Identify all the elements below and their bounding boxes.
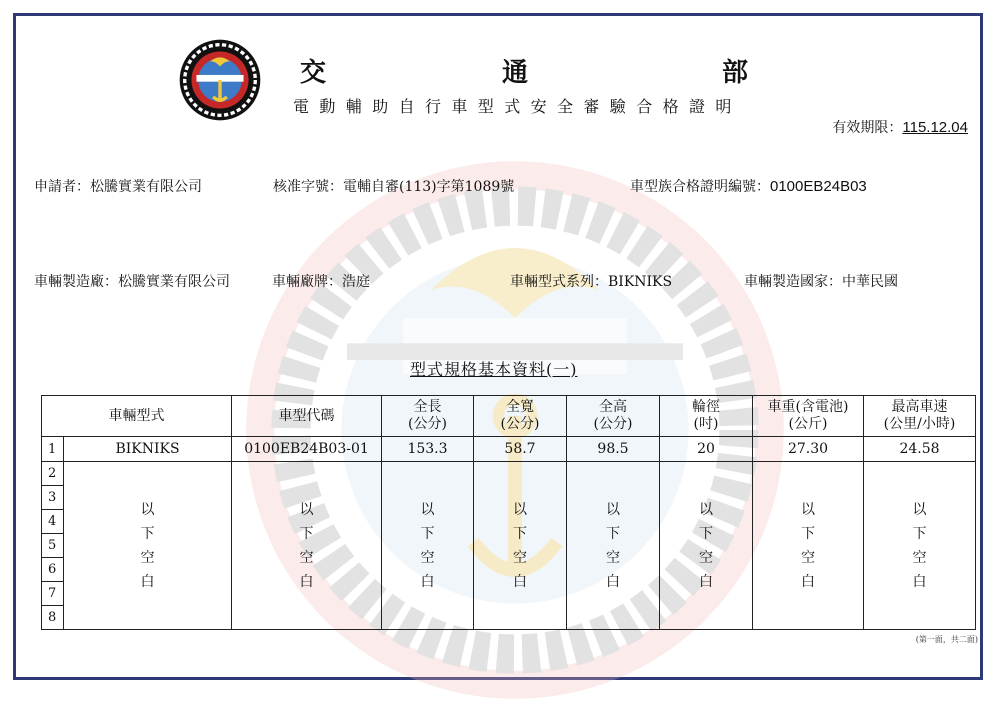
blank-filler: 以 下 空 白 xyxy=(660,462,753,630)
row-index: 8 xyxy=(42,606,64,630)
country-field xyxy=(744,272,898,292)
blank-filler: 以 下 空 白 xyxy=(64,462,232,630)
org-name-char-3: 部 xyxy=(722,58,749,88)
org-name-char-1: 交 xyxy=(300,58,327,88)
cell-height: 98.5 xyxy=(567,437,660,462)
cell-weight: 27.30 xyxy=(753,437,864,462)
cell-wheel: 20 xyxy=(660,437,753,462)
approval-label: 核准字號： xyxy=(273,179,343,195)
col-header-wheel: 輪徑 (吋) xyxy=(660,396,753,437)
cell-length: 153.3 xyxy=(382,437,474,462)
section-title: 型式規格基本資料(一) xyxy=(410,360,578,379)
blank-filler: 以 下 空 白 xyxy=(474,462,567,630)
applicant-field xyxy=(34,177,202,197)
series-field xyxy=(510,272,672,292)
blank-filler: 以 下 空 白 xyxy=(232,462,382,630)
brand-label: 車輛廠牌： xyxy=(272,274,342,290)
blank-filler: 以 下 空 白 xyxy=(864,462,976,630)
row-index: 2 xyxy=(42,462,64,486)
ministry-logo xyxy=(178,38,262,122)
col-header-length: 全長 (公分) xyxy=(382,396,474,437)
blank-filler: 以 下 空 白 xyxy=(567,462,660,630)
family-label: 車型族合格證明編號： xyxy=(630,179,770,195)
col-header-height: 全高 (公分) xyxy=(567,396,660,437)
series-value: BIKNIKS xyxy=(608,274,673,290)
maker-field xyxy=(34,272,254,292)
maker-label: 車輛製造廠： xyxy=(34,274,118,290)
col-header-speed: 最高車速 (公里/小時) xyxy=(864,396,976,437)
row-index: 5 xyxy=(42,534,64,558)
applicant-label: 申請者： xyxy=(34,179,90,195)
spec-table xyxy=(41,395,976,630)
table-header-row xyxy=(42,396,976,437)
approval-number-field xyxy=(273,177,514,197)
validity-value: 115.12.04 xyxy=(902,119,968,136)
approval-value: 電輔自審(113)字第1089號 xyxy=(343,179,515,195)
row-index: 7 xyxy=(42,582,64,606)
cell-width: 58.7 xyxy=(474,437,567,462)
certificate-title: 電動輔助自行車型式安全審驗合格證明 xyxy=(293,97,742,116)
series-label: 車輛型式系列： xyxy=(510,274,608,290)
cell-code: 0100EB24B03-01 xyxy=(232,437,382,462)
brand-value: 浩庭 xyxy=(342,274,370,290)
row-index: 3 xyxy=(42,486,64,510)
col-header-model: 車輛型式 xyxy=(42,396,232,437)
page-note: (第一面，共二面) xyxy=(915,635,978,644)
row-index: 6 xyxy=(42,558,64,582)
row-index: 4 xyxy=(42,510,64,534)
blank-filler: 以 下 空 白 xyxy=(382,462,474,630)
org-name-char-2: 通 xyxy=(502,58,529,88)
col-header-width: 全寬 (公分) xyxy=(474,396,567,437)
table-row xyxy=(42,462,976,486)
validity-label: 有效期限： xyxy=(832,120,903,136)
family-cert-field xyxy=(630,177,867,197)
table-row xyxy=(42,437,976,462)
country-label: 車輛製造國家： xyxy=(744,274,842,290)
col-header-code: 車型代碼 xyxy=(232,396,382,437)
applicant-value: 松騰實業有限公司 xyxy=(90,179,202,195)
maker-value: 松騰實業有限公司 xyxy=(118,274,230,290)
validity-period xyxy=(832,117,968,137)
blank-filler: 以 下 空 白 xyxy=(753,462,864,630)
cell-model: BIKNIKS xyxy=(64,437,232,462)
country-value: 中華民國 xyxy=(842,274,898,290)
col-header-weight: 車重(含電池) (公斤) xyxy=(753,396,864,437)
cell-speed: 24.58 xyxy=(864,437,976,462)
brand-field xyxy=(272,272,370,292)
family-value: 0100EB24B03 xyxy=(770,178,867,195)
row-index: 1 xyxy=(42,437,64,462)
